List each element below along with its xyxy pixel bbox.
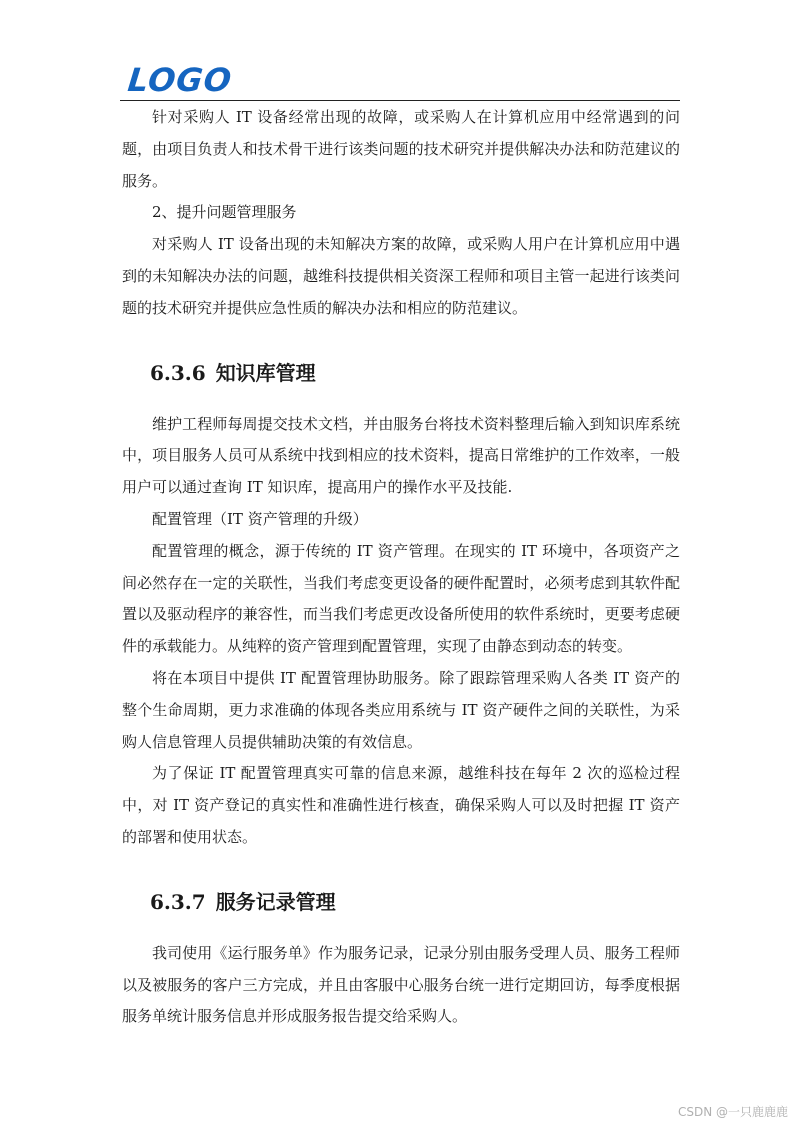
paragraph: 对采购人 IT 设备出现的未知解决方案的故障，或采购人用户在计算机应用中遇到的未知解决办法的问题，越维科技提供相关资深工程师和项目主管一起进行该类问题的技术研究并提供应急性质的解决办法和相应的防范建议。: [122, 235, 680, 317]
paragraph: 配置管理的概念，源于传统的 IT 资产管理。在现实的 IT 环境中，各项资产之间必然存在一定的关联性，当我们考虑变更设备的硬件配置时，必须考虑到其软件配置以及驱动程序的兼容性，而当我们考虑更改设备所使用的软件系统时，更要考虑硬件的承载能力。从纯粹的资产管理到配置管理，实现了由静态到动态的转变。: [122, 541, 680, 656]
page-header: [120, 60, 680, 101]
paragraph: 为了保证 IT 配置管理真实可靠的信息来源，越维科技在每年 2 次的巡检过程中，对 IT 资产登记的真实性和准确性进行核查，确保采购人可以及时把握 IT 资产的部署和使用状态。: [122, 764, 680, 846]
watermark: CSDN @一只鹿鹿鹿: [677, 1105, 788, 1119]
paragraph: 将在本项目中提供 IT 配置管理协助服务。除了跟踪管理采购人各类 IT 资产的整个生命周期，更力求准确的体现各类应用系统与 IT 资产硬件之间的关联性，为采购人信息管理人员提供辅助决策的有效信息。: [122, 668, 680, 751]
section-title: 知识库管理: [215, 360, 316, 385]
section-title: 服务记录管理: [215, 889, 336, 914]
logo: LOGO: [126, 61, 234, 99]
section-heading: [122, 888, 680, 916]
document-body: [122, 102, 680, 1033]
paragraph: 针对采购人 IT 设备经常出现的故障，或采购人在计算机应用中经常遇到的问题，由项目负责人和技术骨干进行该类问题的技术研究并提供解决办法和防范建议的服务。: [122, 108, 680, 190]
paragraph: 2、提升问题管理服务: [152, 203, 297, 222]
paragraph: 配置管理（IT 资产管理的升级）: [152, 509, 368, 528]
section-number: 6.3.6: [150, 360, 206, 385]
section-number: 6.3.7: [150, 889, 206, 914]
paragraph: 我司使用《运行服务单》作为服务记录，记录分别由服务受理人员、服务工程师以及被服务的客户三方完成，并且由客服中心服务台统一进行定期回访，每季度根据服务单统计服务信息并形成服务报告提交给采购人。: [122, 943, 680, 1026]
paragraph: 维护工程师每周提交技术文档，并由服务台将技术资料整理后输入到知识库系统中，项目服务人员可从系统中找到相应的技术资料，提高日常维护的工作效率，一般用户可以通过查询 IT 知识库，提高用户的操作水平及技能.: [122, 414, 680, 497]
section-heading: [122, 359, 680, 387]
